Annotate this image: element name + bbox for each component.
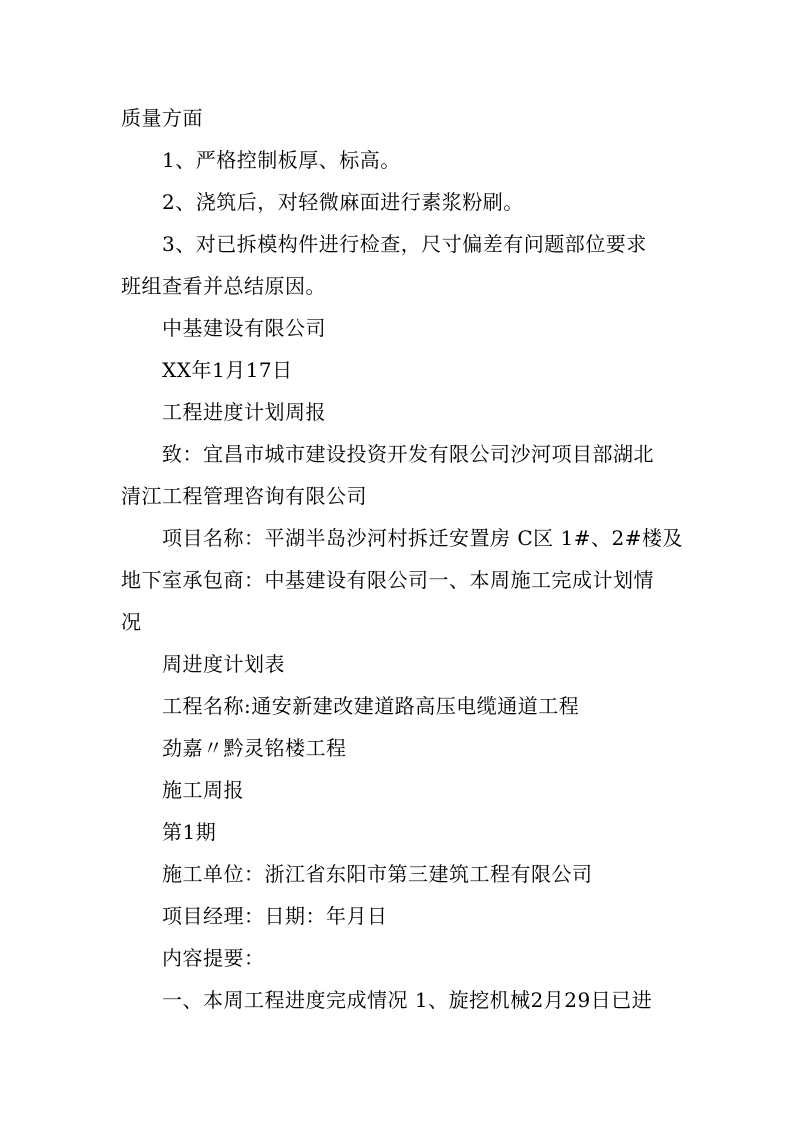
addressee-line-continued: 清江工程管理咨询有限公司	[121, 484, 367, 508]
contractor-line: 地下室承包商：中基建设有限公司一、本周施工完成计划情	[121, 568, 654, 592]
signature-date: XX年1月17日	[162, 358, 293, 382]
project-name-3: 劲嘉〃黔灵铭楼工程	[162, 736, 347, 760]
paragraph-item-3: 3、对已拆模构件进行检查，尺寸偏差有问题部位要求	[162, 232, 647, 256]
issue-number: 第1期	[162, 820, 217, 844]
project-name-line: 项目名称：平湖半岛沙河村拆迁安置房 C区 1#、2#楼及	[162, 526, 683, 550]
report-title: 工程进度计划周报	[162, 400, 326, 424]
addressee-line: 致：宜昌市城市建设投资开发有限公司沙河项目部湖北	[162, 442, 654, 466]
paragraph-item-2: 2、浇筑后，对轻微麻面进行素浆粉刷。	[162, 190, 524, 214]
progress-section-line: 一、本周工程进度完成情况 1、旋挖机械2月29日已进	[162, 988, 653, 1012]
company-signature: 中基建设有限公司	[162, 316, 326, 340]
project-name-2: 工程名称:通安新建改建道路高压电缆通道工程	[162, 694, 580, 718]
summary-heading: 内容提要：	[162, 946, 265, 970]
construction-unit: 施工单位：浙江省东阳市第三建筑工程有限公司	[162, 862, 593, 886]
paragraph-item-3-continued: 班组查看并总结原因。	[121, 274, 326, 298]
weekly-report-title: 施工周报	[162, 778, 244, 802]
section-heading-quality: 质量方面	[121, 106, 203, 130]
contractor-line-continued: 况	[121, 610, 142, 634]
paragraph-item-1: 1、严格控制板厚、标高。	[162, 148, 401, 172]
schedule-table-title: 周进度计划表	[162, 652, 285, 676]
manager-date-line: 项目经理：日期：年月日	[162, 904, 388, 928]
